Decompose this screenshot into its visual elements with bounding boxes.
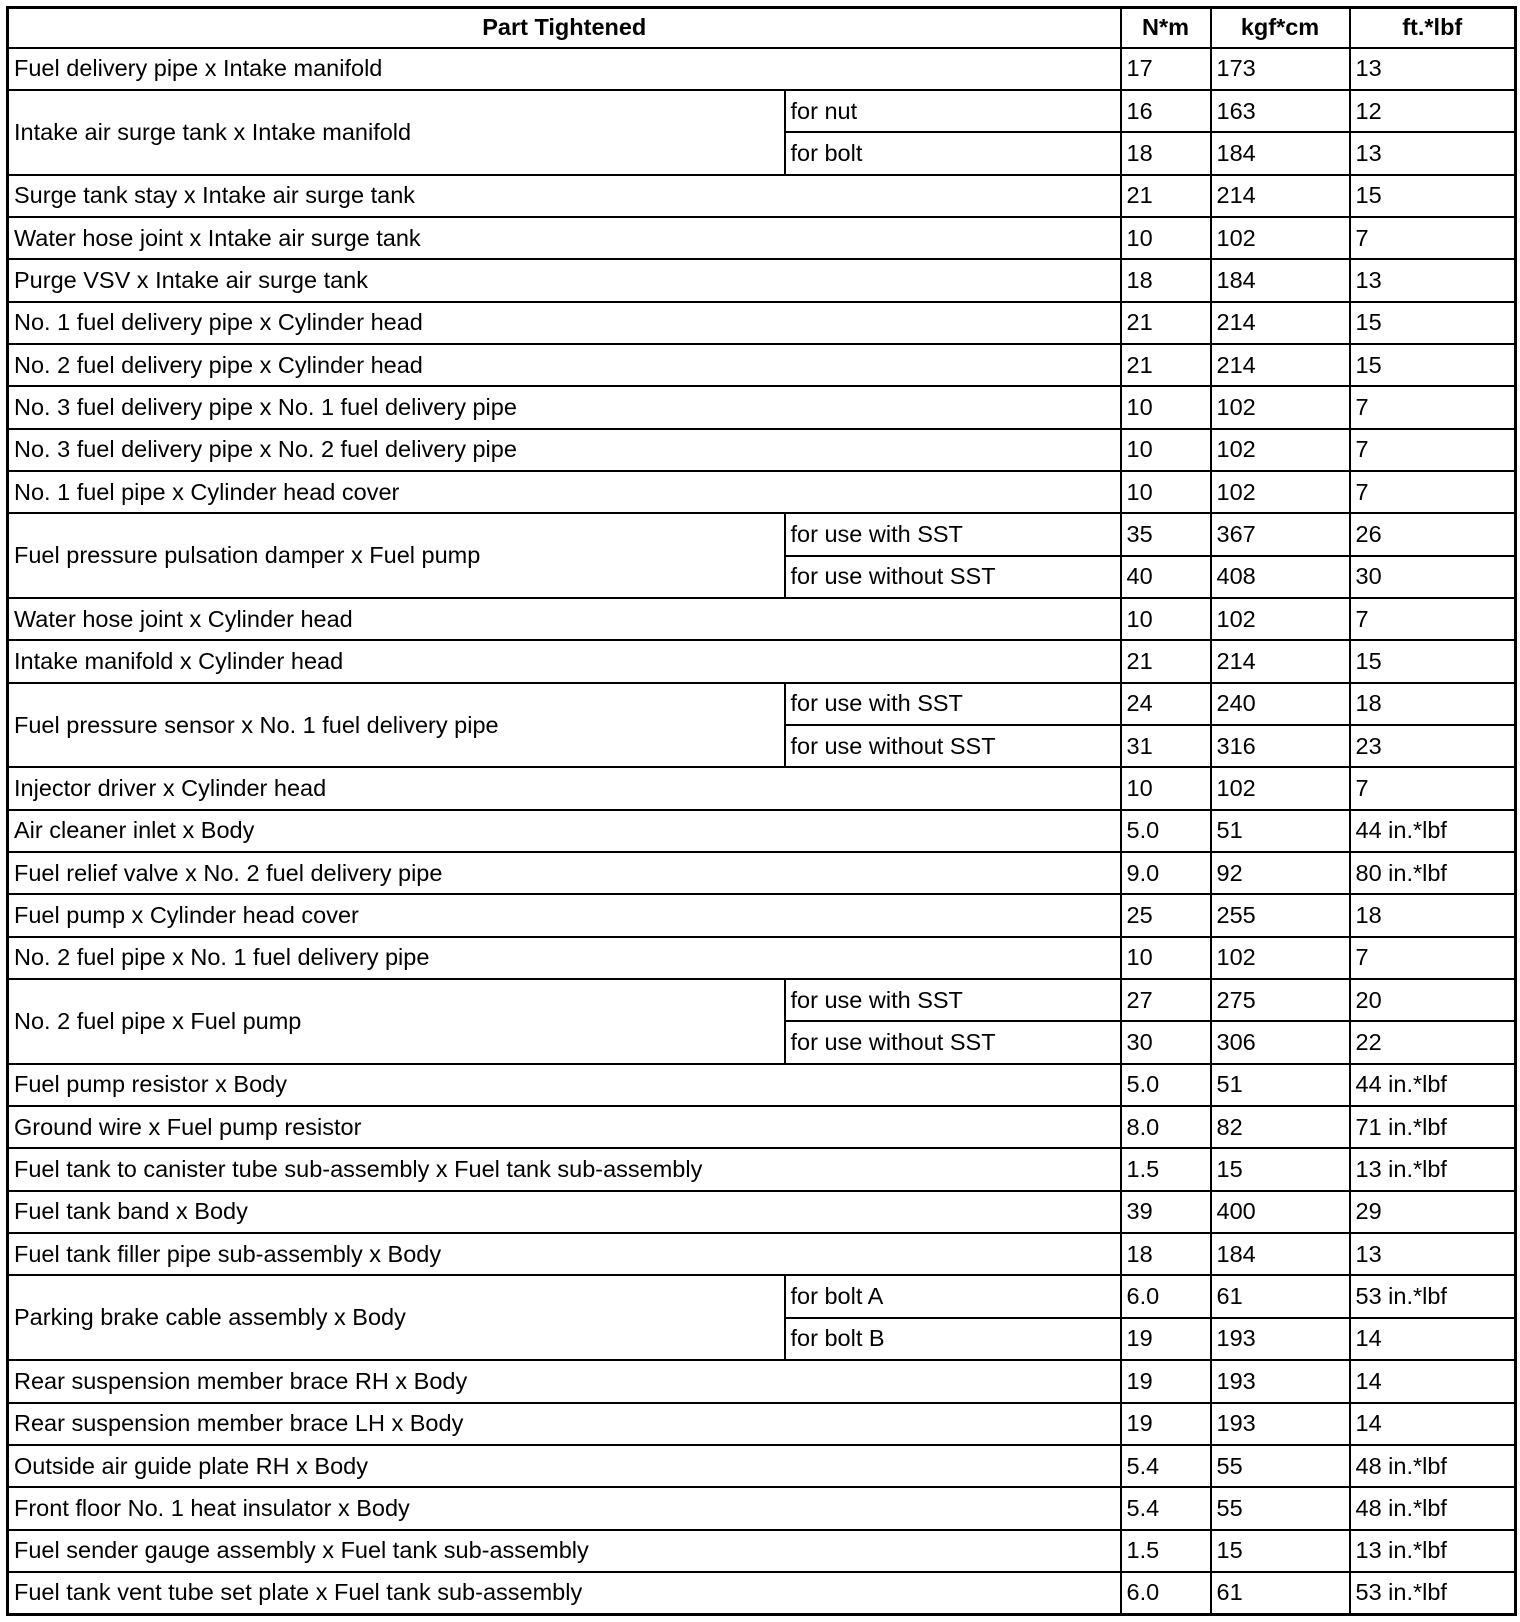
ft-lbf-cell: 44 in.*lbf: [1350, 1064, 1516, 1106]
ft-lbf-cell: 13: [1350, 132, 1516, 174]
part-cell: Outside air guide plate RH x Body: [8, 1445, 1121, 1487]
part-cell: Parking brake cable assembly x Body: [8, 1275, 785, 1360]
part-cell: No. 2 fuel pipe x No. 1 fuel delivery pipe: [8, 937, 1121, 979]
ft-lbf-cell: 12: [1350, 90, 1516, 132]
nm-cell: 5.4: [1121, 1445, 1211, 1487]
table-row: [8, 217, 1516, 259]
nm-cell: 8.0: [1121, 1106, 1211, 1148]
kgf-cm-cell: 15: [1211, 1148, 1350, 1190]
condition-cell: for use without SST: [785, 1021, 1121, 1063]
table-row: [8, 259, 1516, 301]
part-cell: Fuel pressure sensor x No. 1 fuel delivery pipe: [8, 683, 785, 768]
table-row: [8, 513, 1516, 555]
ft-lbf-cell: 15: [1350, 302, 1516, 344]
part-cell: Fuel tank vent tube set plate x Fuel tank sub-assembly: [8, 1572, 1121, 1615]
kgf-cm-cell: 316: [1211, 725, 1350, 767]
table-row: [8, 1445, 1516, 1487]
kgf-cm-cell: 51: [1211, 1064, 1350, 1106]
table-row: [8, 810, 1516, 852]
part-cell: Water hose joint x Cylinder head: [8, 598, 1121, 640]
ft-lbf-cell: 29: [1350, 1191, 1516, 1233]
nm-cell: 40: [1121, 556, 1211, 598]
nm-cell: 10: [1121, 386, 1211, 428]
ft-lbf-cell: 15: [1350, 175, 1516, 217]
table-row: [8, 767, 1516, 809]
kgf-cm-cell: 214: [1211, 302, 1350, 344]
nm-cell: 10: [1121, 429, 1211, 471]
part-cell: Fuel tank filler pipe sub-assembly x Body: [8, 1233, 1121, 1275]
nm-cell: 9.0: [1121, 852, 1211, 894]
kgf-cm-cell: 193: [1211, 1360, 1350, 1402]
ft-lbf-cell: 20: [1350, 979, 1516, 1021]
nm-cell: 30: [1121, 1021, 1211, 1063]
part-cell: Intake air surge tank x Intake manifold: [8, 90, 785, 175]
part-cell: Rear suspension member brace RH x Body: [8, 1360, 1121, 1402]
nm-cell: 16: [1121, 90, 1211, 132]
header-part-tightened: Part Tightened: [8, 8, 1121, 48]
table-row: [8, 471, 1516, 513]
ft-lbf-cell: 53 in.*lbf: [1350, 1572, 1516, 1615]
table-row: [8, 1106, 1516, 1148]
part-cell: Fuel tank to canister tube sub-assembly x Fuel tank sub-assembly: [8, 1148, 1121, 1190]
kgf-cm-cell: 193: [1211, 1318, 1350, 1360]
ft-lbf-cell: 71 in.*lbf: [1350, 1106, 1516, 1148]
part-cell: Injector driver x Cylinder head: [8, 767, 1121, 809]
kgf-cm-cell: 184: [1211, 132, 1350, 174]
table-row: [8, 1191, 1516, 1233]
kgf-cm-cell: 102: [1211, 767, 1350, 809]
table-row: [8, 937, 1516, 979]
kgf-cm-cell: 255: [1211, 894, 1350, 936]
part-cell: Surge tank stay x Intake air surge tank: [8, 175, 1121, 217]
ft-lbf-cell: 14: [1350, 1403, 1516, 1445]
nm-cell: 27: [1121, 979, 1211, 1021]
nm-cell: 18: [1121, 1233, 1211, 1275]
kgf-cm-cell: 306: [1211, 1021, 1350, 1063]
kgf-cm-cell: 102: [1211, 386, 1350, 428]
kgf-cm-cell: 15: [1211, 1530, 1350, 1572]
nm-cell: 10: [1121, 767, 1211, 809]
part-cell: Air cleaner inlet x Body: [8, 810, 1121, 852]
nm-cell: 10: [1121, 471, 1211, 513]
ft-lbf-cell: 44 in.*lbf: [1350, 810, 1516, 852]
table-row: [8, 852, 1516, 894]
kgf-cm-cell: 102: [1211, 471, 1350, 513]
kgf-cm-cell: 55: [1211, 1445, 1350, 1487]
ft-lbf-cell: 15: [1350, 344, 1516, 386]
kgf-cm-cell: 408: [1211, 556, 1350, 598]
kgf-cm-cell: 400: [1211, 1191, 1350, 1233]
header-ft-lbf: ft.*lbf: [1350, 8, 1516, 48]
nm-cell: 1.5: [1121, 1530, 1211, 1572]
part-cell: Rear suspension member brace LH x Body: [8, 1403, 1121, 1445]
condition-cell: for bolt A: [785, 1275, 1121, 1317]
table-row: [8, 90, 1516, 132]
part-cell: Fuel pump x Cylinder head cover: [8, 894, 1121, 936]
kgf-cm-cell: 61: [1211, 1275, 1350, 1317]
condition-cell: for use without SST: [785, 725, 1121, 767]
part-cell: Front floor No. 1 heat insulator x Body: [8, 1487, 1121, 1529]
ft-lbf-cell: 23: [1350, 725, 1516, 767]
ft-lbf-cell: 13: [1350, 48, 1516, 90]
part-cell: Water hose joint x Intake air surge tank: [8, 217, 1121, 259]
kgf-cm-cell: 163: [1211, 90, 1350, 132]
table-row: [8, 1487, 1516, 1529]
table-row: [8, 1360, 1516, 1402]
kgf-cm-cell: 193: [1211, 1403, 1350, 1445]
ft-lbf-cell: 13 in.*lbf: [1350, 1148, 1516, 1190]
nm-cell: 24: [1121, 683, 1211, 725]
part-cell: No. 1 fuel pipe x Cylinder head cover: [8, 471, 1121, 513]
part-cell: Fuel tank band x Body: [8, 1191, 1121, 1233]
ft-lbf-cell: 7: [1350, 429, 1516, 471]
part-cell: Fuel pump resistor x Body: [8, 1064, 1121, 1106]
table-row: [8, 894, 1516, 936]
part-cell: No. 3 fuel delivery pipe x No. 1 fuel delivery pipe: [8, 386, 1121, 428]
condition-cell: for bolt B: [785, 1318, 1121, 1360]
nm-cell: 21: [1121, 640, 1211, 682]
part-cell: No. 3 fuel delivery pipe x No. 2 fuel delivery pipe: [8, 429, 1121, 471]
nm-cell: 39: [1121, 1191, 1211, 1233]
part-cell: Fuel sender gauge assembly x Fuel tank sub-assembly: [8, 1530, 1121, 1572]
ft-lbf-cell: 7: [1350, 937, 1516, 979]
ft-lbf-cell: 13: [1350, 1233, 1516, 1275]
table-row: [8, 344, 1516, 386]
table-row: [8, 979, 1516, 1021]
kgf-cm-cell: 51: [1211, 810, 1350, 852]
condition-cell: for use with SST: [785, 979, 1121, 1021]
table-row: [8, 1064, 1516, 1106]
ft-lbf-cell: 7: [1350, 217, 1516, 259]
header-nm: N*m: [1121, 8, 1211, 48]
nm-cell: 21: [1121, 175, 1211, 217]
kgf-cm-cell: 275: [1211, 979, 1350, 1021]
part-cell: No. 1 fuel delivery pipe x Cylinder head: [8, 302, 1121, 344]
ft-lbf-cell: 53 in.*lbf: [1350, 1275, 1516, 1317]
nm-cell: 5.0: [1121, 1064, 1211, 1106]
nm-cell: 18: [1121, 259, 1211, 301]
nm-cell: 10: [1121, 217, 1211, 259]
ft-lbf-cell: 13: [1350, 259, 1516, 301]
condition-cell: for bolt: [785, 132, 1121, 174]
ft-lbf-cell: 48 in.*lbf: [1350, 1487, 1516, 1529]
part-cell: Fuel pressure pulsation damper x Fuel pump: [8, 513, 785, 598]
table-row: [8, 1530, 1516, 1572]
ft-lbf-cell: 7: [1350, 767, 1516, 809]
ft-lbf-cell: 15: [1350, 640, 1516, 682]
condition-cell: for use with SST: [785, 513, 1121, 555]
nm-cell: 10: [1121, 937, 1211, 979]
ft-lbf-cell: 13 in.*lbf: [1350, 1530, 1516, 1572]
nm-cell: 19: [1121, 1403, 1211, 1445]
kgf-cm-cell: 214: [1211, 175, 1350, 217]
nm-cell: 21: [1121, 302, 1211, 344]
ft-lbf-cell: 14: [1350, 1318, 1516, 1360]
ft-lbf-cell: 48 in.*lbf: [1350, 1445, 1516, 1487]
condition-cell: for use without SST: [785, 556, 1121, 598]
kgf-cm-cell: 367: [1211, 513, 1350, 555]
ft-lbf-cell: 18: [1350, 683, 1516, 725]
table-row: [8, 175, 1516, 217]
table-body: [8, 48, 1516, 1615]
nm-cell: 35: [1121, 513, 1211, 555]
nm-cell: 6.0: [1121, 1275, 1211, 1317]
table-row: [8, 1233, 1516, 1275]
part-cell: No. 2 fuel delivery pipe x Cylinder head: [8, 344, 1121, 386]
kgf-cm-cell: 214: [1211, 640, 1350, 682]
kgf-cm-cell: 173: [1211, 48, 1350, 90]
table-row: [8, 429, 1516, 471]
nm-cell: 1.5: [1121, 1148, 1211, 1190]
nm-cell: 17: [1121, 48, 1211, 90]
part-cell: Intake manifold x Cylinder head: [8, 640, 1121, 682]
nm-cell: 25: [1121, 894, 1211, 936]
kgf-cm-cell: 82: [1211, 1106, 1350, 1148]
nm-cell: 5.4: [1121, 1487, 1211, 1529]
nm-cell: 21: [1121, 344, 1211, 386]
table-row: [8, 48, 1516, 90]
part-cell: Fuel relief valve x No. 2 fuel delivery pipe: [8, 852, 1121, 894]
kgf-cm-cell: 102: [1211, 429, 1350, 471]
nm-cell: 10: [1121, 598, 1211, 640]
table-row: [8, 1572, 1516, 1615]
ft-lbf-cell: 80 in.*lbf: [1350, 852, 1516, 894]
ft-lbf-cell: 7: [1350, 598, 1516, 640]
condition-cell: for nut: [785, 90, 1121, 132]
table-header-row: [8, 8, 1516, 48]
table-row: [8, 302, 1516, 344]
part-cell: No. 2 fuel pipe x Fuel pump: [8, 979, 785, 1064]
ft-lbf-cell: 7: [1350, 386, 1516, 428]
condition-cell: for use with SST: [785, 683, 1121, 725]
table-row: [8, 683, 1516, 725]
kgf-cm-cell: 184: [1211, 1233, 1350, 1275]
ft-lbf-cell: 30: [1350, 556, 1516, 598]
table-row: [8, 640, 1516, 682]
nm-cell: 19: [1121, 1360, 1211, 1402]
kgf-cm-cell: 240: [1211, 683, 1350, 725]
kgf-cm-cell: 61: [1211, 1572, 1350, 1615]
kgf-cm-cell: 55: [1211, 1487, 1350, 1529]
ft-lbf-cell: 18: [1350, 894, 1516, 936]
ft-lbf-cell: 14: [1350, 1360, 1516, 1402]
table-row: [8, 1275, 1516, 1317]
nm-cell: 18: [1121, 132, 1211, 174]
kgf-cm-cell: 184: [1211, 259, 1350, 301]
kgf-cm-cell: 102: [1211, 598, 1350, 640]
part-cell: Purge VSV x Intake air surge tank: [8, 259, 1121, 301]
nm-cell: 31: [1121, 725, 1211, 767]
nm-cell: 5.0: [1121, 810, 1211, 852]
kgf-cm-cell: 214: [1211, 344, 1350, 386]
nm-cell: 19: [1121, 1318, 1211, 1360]
part-cell: Fuel delivery pipe x Intake manifold: [8, 48, 1121, 90]
kgf-cm-cell: 102: [1211, 217, 1350, 259]
header-kgf-cm: kgf*cm: [1211, 8, 1350, 48]
table-row: [8, 1403, 1516, 1445]
kgf-cm-cell: 92: [1211, 852, 1350, 894]
table-row: [8, 386, 1516, 428]
table-row: [8, 1148, 1516, 1190]
nm-cell: 6.0: [1121, 1572, 1211, 1615]
kgf-cm-cell: 102: [1211, 937, 1350, 979]
ft-lbf-cell: 26: [1350, 513, 1516, 555]
table-row: [8, 598, 1516, 640]
ft-lbf-cell: 22: [1350, 1021, 1516, 1063]
part-cell: Ground wire x Fuel pump resistor: [8, 1106, 1121, 1148]
ft-lbf-cell: 7: [1350, 471, 1516, 513]
torque-specification-table: [6, 6, 1517, 1616]
